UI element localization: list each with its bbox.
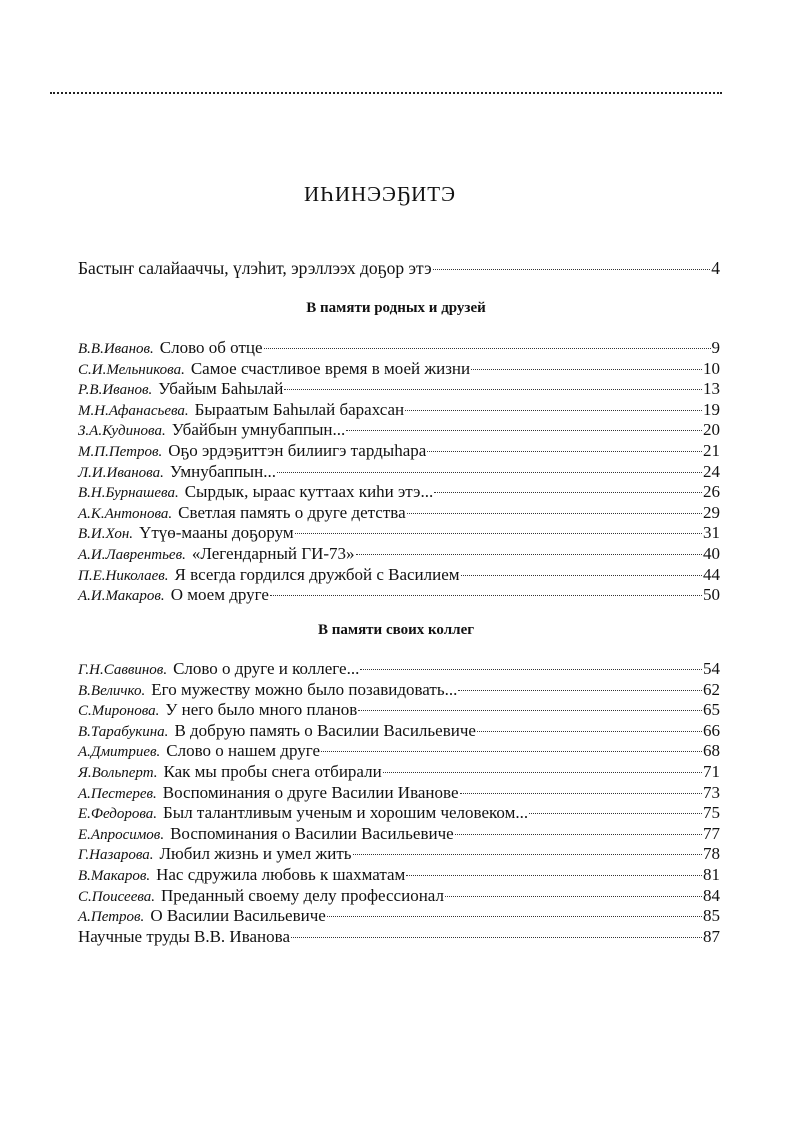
dot-leader	[471, 368, 702, 370]
dot-leader	[477, 730, 702, 732]
entry-title: В добрую память о Василии Васильевиче	[174, 720, 476, 740]
entry-page: 26	[703, 482, 720, 502]
entry-page: 68	[703, 741, 720, 761]
entry-author: Е.Федорова.	[78, 806, 158, 823]
toc-entry	[78, 523, 720, 544]
dotted-top-rule	[50, 92, 722, 94]
toc-entry	[78, 462, 720, 483]
entry-author: А.Пестерев.	[78, 785, 157, 802]
dot-leader	[321, 750, 702, 752]
toc-entry	[78, 565, 720, 586]
entry-page: 73	[703, 782, 720, 802]
entry-title: Воспоминания о Василии Васильевиче	[170, 823, 454, 843]
toc-section-family	[78, 338, 720, 606]
dot-leader	[356, 553, 702, 555]
entry-page: 66	[703, 720, 720, 740]
dot-leader	[360, 668, 702, 670]
entry-author: П.Е.Николаев.	[78, 567, 169, 584]
dot-leader	[405, 409, 702, 411]
entry-author: Я.Вольперт.	[78, 764, 158, 781]
toc-entry	[78, 441, 720, 462]
entry-author: Г.Назарова.	[78, 847, 154, 864]
entry-page: 65	[703, 700, 720, 720]
dot-leader	[358, 709, 702, 711]
toc-entry	[78, 906, 720, 927]
entry-title: О моем друге	[170, 585, 269, 605]
entry-author: В.Тарабукина.	[78, 723, 169, 740]
entry-title: Убайым Баһылай	[158, 379, 284, 399]
entry-page: 21	[703, 440, 720, 460]
entry-author: В.Величко.	[78, 682, 146, 699]
entry-page: 19	[703, 399, 720, 419]
entry-author: С.Поисеева.	[78, 888, 156, 905]
entry-title: У него было много планов	[165, 700, 358, 720]
dot-leader	[407, 512, 702, 514]
dot-leader	[353, 853, 702, 855]
entry-author: М.Н.Афанасьева.	[78, 402, 189, 419]
entry-page: 62	[703, 679, 720, 699]
entry-title: Быраатым Баһылай барахсан	[194, 399, 405, 419]
entry-author: А.Дмитриев.	[78, 744, 161, 761]
entry-author: С.Миронова.	[78, 703, 160, 720]
dot-leader	[458, 689, 702, 691]
toc-entry	[78, 544, 720, 565]
entry-title: Его мужеству можно было позавидовать...	[151, 679, 458, 699]
dot-leader	[427, 450, 702, 452]
entry-page: 24	[703, 461, 720, 481]
toc-entry	[78, 585, 720, 606]
entry-author: В.Н.Бурнашева.	[78, 485, 179, 502]
entry-author: Г.Н.Саввинов.	[78, 662, 168, 678]
entry-author: А.К.Антонова.	[78, 505, 173, 522]
entry-author: А.И.Лаврентьев.	[78, 546, 186, 563]
entry-page: 54	[703, 659, 720, 678]
entry-author: В.В.Иванов.	[78, 341, 154, 357]
entry-page: 29	[703, 502, 720, 522]
entry-title: Я всегда гордился дружбой с Василием	[174, 564, 460, 584]
entry-page: 40	[703, 543, 720, 563]
dot-leader	[433, 268, 711, 270]
entry-page: 10	[703, 358, 720, 378]
entry-author: З.А.Кудинова.	[78, 423, 166, 440]
toc-entry	[78, 824, 720, 845]
dot-leader	[434, 491, 702, 493]
entry-title: Научные труды В.В. Иванова	[78, 926, 290, 946]
entry-author: В.Макаров.	[78, 867, 151, 884]
toc-section-colleagues	[78, 659, 720, 947]
entry-author: Е.Апросимов.	[78, 826, 165, 843]
entry-title: Бастыҥ салайааччы, үлэһит, эрэллээх доҕор этэ	[78, 258, 432, 278]
toc-entry	[78, 700, 720, 721]
entry-page: 78	[703, 844, 720, 864]
entry-title: «Легендарный ГИ-73»	[191, 543, 355, 563]
dot-leader	[291, 936, 702, 938]
entry-page: 31	[703, 523, 720, 543]
dot-leader	[284, 388, 702, 390]
entry-title: Сырдык, ыраас куттаах киһи этэ...	[184, 482, 434, 502]
entry-author: Р.В.Иванов.	[78, 382, 153, 399]
entry-page: 20	[703, 420, 720, 440]
entry-title: Убайбын умнубаппын...	[171, 420, 346, 440]
section-heading-colleagues: В памяти своих коллег	[317, 622, 475, 638]
entry-author: М.П.Петров.	[78, 443, 163, 460]
toc-entry	[78, 379, 720, 400]
dot-leader	[277, 471, 702, 473]
dot-leader	[455, 833, 702, 835]
toc-entry	[78, 482, 720, 503]
entry-title: Любил жизнь и умел жить	[159, 844, 352, 864]
entry-title: Умнубаппын...	[169, 461, 276, 481]
toc-entry	[78, 359, 720, 380]
page-title: ИҺИНЭЭҔИТЭ	[304, 182, 456, 206]
toc-entry	[78, 400, 720, 421]
toc-entry	[78, 741, 720, 762]
entry-title: Слово о друге и коллеге...	[173, 659, 360, 678]
entry-title: О Василии Васильевиче	[150, 906, 326, 926]
entry-title: Оҕо эрдэҕиттэн билиигэ тардыһара	[168, 440, 427, 460]
entry-title: Как мы пробы снега отбирали	[163, 761, 382, 781]
entry-title: Үтүө-мааны доҕорум	[139, 523, 294, 543]
dot-leader	[295, 532, 702, 534]
entry-author: В.И.Хон.	[78, 526, 134, 543]
entry-page: 87	[703, 926, 720, 946]
entry-page: 84	[703, 885, 720, 905]
entry-page: 50	[703, 585, 720, 605]
toc-entry	[78, 258, 720, 279]
dot-leader	[327, 915, 702, 917]
entry-title: Был талантливым ученым и хорошим человеком...	[163, 803, 529, 823]
toc-entry	[78, 721, 720, 742]
entry-page: 77	[703, 823, 720, 843]
toc-entry	[78, 762, 720, 783]
dot-leader	[383, 771, 702, 773]
entry-title: Самое счастливое время в моей жизни	[190, 358, 471, 378]
entry-page: 71	[703, 761, 720, 781]
toc-entry	[78, 886, 720, 907]
entry-page: 75	[703, 803, 720, 823]
entry-page: 81	[703, 864, 720, 884]
toc-intro	[78, 258, 720, 279]
dot-leader	[270, 594, 702, 596]
dot-leader	[445, 895, 702, 897]
entry-title: Слово о нашем друге	[166, 741, 321, 761]
toc-entry	[78, 865, 720, 886]
dot-leader	[529, 812, 702, 814]
toc-entry	[78, 927, 720, 948]
toc-entry	[78, 803, 720, 824]
section-heading-family: В памяти родных и друзей	[306, 300, 486, 316]
entry-page: 9	[711, 338, 720, 357]
entry-page: 85	[703, 906, 720, 926]
toc-entry	[78, 338, 720, 359]
entry-page: 13	[703, 379, 720, 399]
toc-entry	[78, 783, 720, 804]
entry-title: Слово об отце	[159, 338, 263, 357]
dot-leader	[346, 429, 702, 431]
dot-leader	[461, 574, 702, 576]
entry-author: Л.И.Иванова.	[78, 464, 164, 481]
entry-title: Воспоминания о друге Василии Иванове	[162, 782, 459, 802]
toc-entry	[78, 420, 720, 441]
entry-title: Светлая память о друге детства	[178, 502, 406, 522]
entry-page: 4	[711, 258, 720, 278]
toc-entry	[78, 659, 720, 680]
entry-title: Преданный своему делу профессионал	[161, 885, 444, 905]
entry-title: Нас сдружила любовь к шахматам	[156, 864, 406, 884]
dot-leader	[406, 874, 702, 876]
entry-author: А.Петров.	[78, 909, 145, 926]
dot-leader	[264, 347, 711, 349]
entry-author: А.И.Макаров.	[78, 588, 165, 605]
toc-entry	[78, 503, 720, 524]
entry-page: 44	[703, 564, 720, 584]
entry-author: С.И.Мельникова.	[78, 361, 185, 378]
toc-entry	[78, 844, 720, 865]
toc-entry	[78, 680, 720, 701]
dot-leader	[460, 792, 703, 794]
